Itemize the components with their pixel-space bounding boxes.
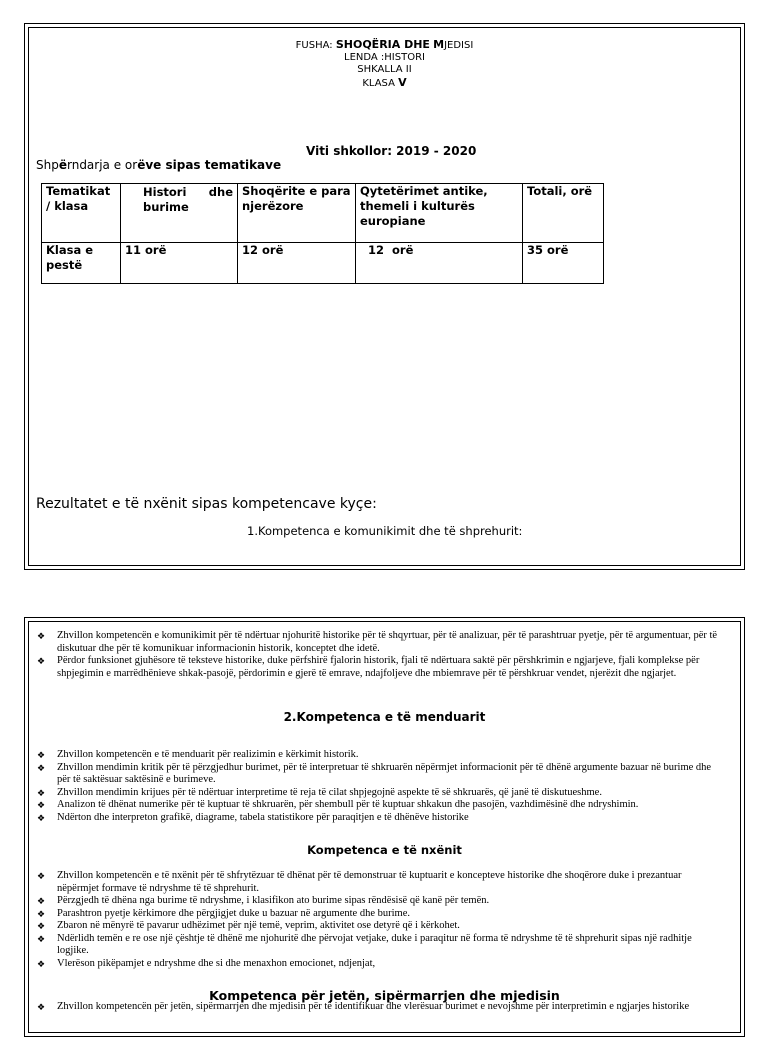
table-header-row (42, 184, 604, 243)
diamond-bullet-icon: ❖ (37, 958, 46, 969)
results-heading: Rezultatet e të nxënit sipas kompetencave kyçe: (36, 496, 377, 512)
subject-line: LENDA :HISTORI (344, 52, 425, 63)
table-cell: 11 orë (121, 243, 238, 284)
document-page-1 (24, 23, 745, 570)
table-cell: 35 orë (523, 243, 604, 284)
list-item (37, 920, 726, 933)
list-item-text: Përzgjedh të dhëna nga burime të ndryshme, i klasifikon ato burime sipas rëndësisë që kanë për temën. (57, 895, 490, 906)
list-item-text: Zhvillon kompetencën e të nxënit për të shfrytëzuar të dhënat për të demonstruar të kuptuarit e koncepteve historike dhe shoqërore duke i prezantuar nëpërmjet formave të ndryshme të të shprehurit. (57, 870, 682, 894)
list-item (37, 958, 726, 971)
list-item-text: Parashtron pyetje kërkimore dhe përgjigjet duke u bazuar në argumente dhe burime. (57, 907, 410, 919)
life-heading: Kompetenca për jetën, sipërmarrjen dhe mjedisin (209, 988, 560, 1003)
diamond-bullet-icon: ❖ (37, 800, 46, 810)
list-item-text: Vlerëson pikëpamjet e ndryshme dhe si dhe menaxhon emocionet, ndjenjat, (57, 957, 376, 969)
table-cell: 12 orë (238, 243, 356, 284)
list-item (37, 870, 726, 895)
list-item-text: Zhvillon mendimin krijues për të ndërtuar interpretime të reja të cilat shpjegojnë aspekte të së shkruarës, që janë të diskutueshme. (57, 786, 602, 798)
table-cell: 12 orë (356, 243, 523, 284)
table-row (42, 243, 604, 284)
learning-list (37, 870, 726, 970)
table-header-cell: Qytetërimet antike, themeli i kulturës europiane (356, 184, 523, 243)
table-header-cell: Totali, orë (523, 184, 604, 243)
list-item (37, 1001, 726, 1014)
list-item-text: Zhvillon kompetencën e të menduarit për realizimin e kërkimit historik. (57, 749, 359, 760)
communication-list (37, 630, 726, 680)
list-item (37, 799, 726, 812)
list-item-text: Ndërlidh temën e re ose një çështje të dhënë me njohuritë dhe përvojat vetjake, duke i paraqitur në forma të ndryshme të të shprehurit sipas një radhitje logjike. (57, 932, 692, 956)
list-item (37, 655, 726, 680)
list-item-text: Përdor funksionet gjuhësore të teksteve historike, duke përfshirë fjalorin historik, fjali të ndërtuara saktë për përshkrimin e ngjarjeve, fjali komplekse për shpjegimin e marrëdhënieve shkak-pasojë, përdorimin e gjerë të emrave, ndajfoljeve dhe mbiemrave për të përshkruar vendet, njerëzit dhe ngjarjet. (57, 655, 700, 679)
diamond-bullet-icon: ❖ (37, 933, 46, 944)
list-item-text: Zbaron në mënyrë të pavarur udhëzimet për një temë, veprim, aktivitet ose detyrë që i kërkohet. (57, 920, 460, 931)
diamond-bullet-icon: ❖ (37, 908, 46, 919)
level-line: SHKALLA II (357, 64, 412, 75)
life-list (37, 1001, 726, 1014)
page-2-inner-border (28, 621, 741, 1033)
list-item (37, 895, 726, 908)
diamond-bullet-icon: ❖ (37, 1002, 46, 1012)
list-item (37, 762, 726, 787)
diamond-bullet-icon: ❖ (37, 762, 46, 773)
table-header-cell: Shoqërite e para njerëzore (238, 184, 356, 243)
list-item-text: Zhvillon kompetencën e komunikimit për të ndërtuar njohuritë historike për të shqyrtuar, për të analizuar, për të parashtruar pyetje, për të argumentuar, për të diskutuar dhe për të komunikuar informacionin historik, konceptet dhe idetë. (57, 630, 718, 654)
list-item (37, 630, 726, 655)
document-page-2 (24, 617, 745, 1037)
list-item-text: Ndërton dhe interpreton grafikë, diagrame, tabela statistikore për paraqitjen e të dhënëve historike (57, 811, 469, 823)
table-header-cell: Histori dhe burime (121, 184, 238, 243)
class-line: KLASA V (362, 76, 407, 89)
list-item (37, 749, 726, 762)
table-cell: Klasa e pestë (42, 243, 121, 284)
diamond-bullet-icon: ❖ (37, 921, 46, 931)
school-year: Viti shkollor: 2019 - 2020 (306, 144, 477, 158)
learning-heading: Kompetenca e të nxënit (307, 843, 462, 857)
table-header-cell: Tematikat / klasa (42, 184, 121, 243)
competence-1-heading: 1.Kompetenca e komunikimit dhe të shprehurit: (247, 524, 523, 538)
diamond-bullet-icon: ❖ (37, 896, 46, 906)
diamond-bullet-icon: ❖ (37, 871, 46, 881)
thinking-list (37, 749, 726, 824)
thinking-heading: 2.Kompetenca e të menduarit (283, 710, 486, 724)
list-item (37, 812, 726, 825)
diamond-bullet-icon: ❖ (37, 750, 46, 760)
topics-hours-table (41, 183, 604, 284)
list-item (37, 908, 726, 921)
list-item-text: Zhvillon kompetencën për jetën, sipërmarrjen dhe mjedisin për të identifikuar dhe vlerësuar burimet e nevojshme për interpretimin e ngjarjes historike (57, 1001, 690, 1012)
diamond-bullet-icon: ❖ (37, 631, 46, 641)
page-1-inner-border (28, 27, 741, 566)
diamond-bullet-icon: ❖ (37, 787, 46, 798)
field-line: FUSHA: SHOQËRIA DHE MJEDISI (295, 38, 474, 51)
diamond-bullet-icon: ❖ (37, 812, 46, 823)
diamond-bullet-icon: ❖ (37, 656, 46, 666)
distribution-title: Shpërndarja e orëve sipas tematikave (36, 158, 282, 172)
list-item-text: Zhvillon mendimin kritik për të përzgjedhur burimet, për të interpretuar të shkruarën nëpërmjet informacionit për të dhënë argumente bazuar në burime dhe për të saktësuar saktësinë e burimeve. (57, 761, 712, 785)
list-item (37, 933, 726, 958)
list-item (37, 787, 726, 800)
list-item-text: Analizon të dhënat numerike për të kuptuar të shkruarën, për shembull për të kuptuar shkakun dhe pasojën, vazhdimësinë dhe ndryshimin. (57, 799, 639, 810)
